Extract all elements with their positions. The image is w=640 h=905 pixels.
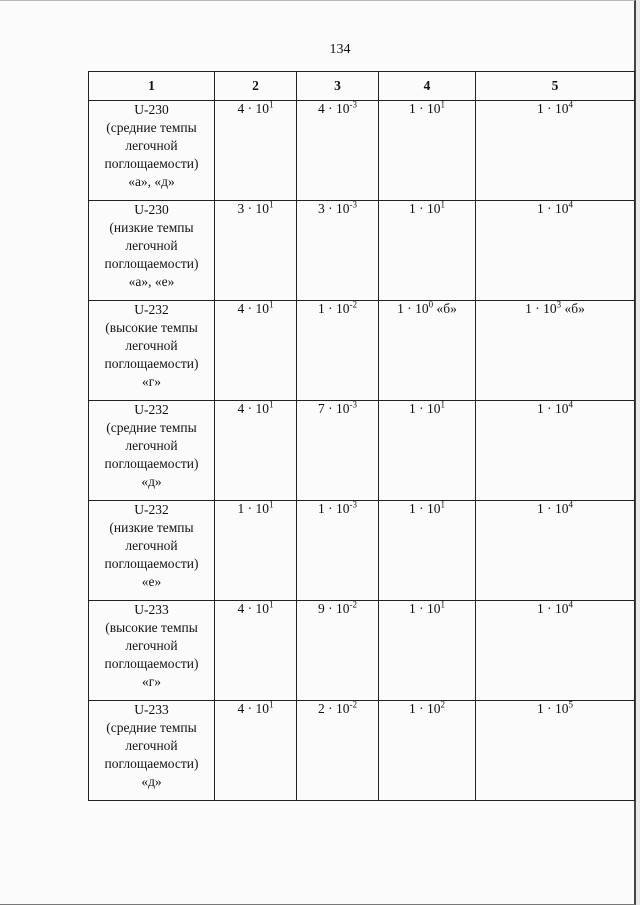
value-mantissa: 4 · 10: [237, 601, 269, 616]
value-exponent: 1: [269, 399, 274, 410]
value-mantissa: 1 · 10: [525, 301, 557, 316]
table-row: [89, 401, 635, 501]
value-cell-c2: [215, 401, 297, 501]
value-exponent: 4: [568, 199, 573, 210]
value-cell-c4: [379, 601, 476, 701]
isotope-description-line: поглощаемости): [104, 456, 199, 471]
value-cell-c2: [215, 701, 297, 801]
value-exponent: -3: [349, 499, 357, 510]
value-cell-c5: [476, 701, 635, 801]
isotope-description-line: поглощаемости): [104, 756, 199, 771]
value-exponent: 1: [440, 99, 445, 110]
value-exponent: 4: [568, 499, 573, 510]
isotope-description-line: (низкие темпы: [109, 220, 194, 235]
value-exponent: 2: [440, 699, 445, 710]
value-mantissa: 1 · 10: [409, 601, 441, 616]
value-exponent: 4: [568, 599, 573, 610]
value-cell-c3: [297, 101, 379, 201]
isotope-description-line: (низкие темпы: [109, 520, 194, 535]
isotope-description-line: легочной: [125, 238, 178, 253]
value-note: «б»: [561, 301, 585, 316]
value-mantissa: 1 · 10: [237, 501, 269, 516]
value-cell-c5: [476, 401, 635, 501]
value-cell-c3: [297, 201, 379, 301]
isotope-description-line: «а», «е»: [128, 274, 175, 289]
isotope-label: U-232: [134, 502, 169, 517]
value-cell-c3: [297, 301, 379, 401]
column-header: 4: [379, 72, 476, 101]
value-cell-c4: [379, 101, 476, 201]
value-exponent: 1: [440, 599, 445, 610]
isotope-cell: [89, 401, 215, 501]
value-cell-c2: [215, 101, 297, 201]
value-mantissa: 3 · 10: [318, 201, 350, 216]
value-exponent: 4: [568, 99, 573, 110]
value-cell-c5: [476, 301, 635, 401]
value-mantissa: 1 · 10: [537, 501, 569, 516]
isotope-cell: [89, 301, 215, 401]
isotope-label: U-233: [134, 602, 169, 617]
isotope-description-line: «г»: [141, 674, 162, 689]
value-mantissa: 1 · 10: [409, 501, 441, 516]
value-cell-c4: [379, 501, 476, 601]
value-mantissa: 1 · 10: [537, 601, 569, 616]
table-row: [89, 201, 635, 301]
value-cell-c2: [215, 501, 297, 601]
value-exponent: 1: [440, 499, 445, 510]
value-exponent: 4: [568, 399, 573, 410]
value-mantissa: 4 · 10: [237, 401, 269, 416]
table-row: [89, 701, 635, 801]
isotope-description-line: «а», «д»: [128, 174, 175, 189]
value-mantissa: 1 · 10: [318, 301, 350, 316]
isotope-description-line: легочной: [125, 738, 178, 753]
isotope-description-line: легочной: [125, 138, 178, 153]
isotope-description-line: поглощаемости): [104, 156, 199, 171]
value-exponent: 1: [440, 199, 445, 210]
value-cell-c4: [379, 701, 476, 801]
column-header: 3: [297, 72, 379, 101]
value-cell-c2: [215, 601, 297, 701]
value-mantissa: 1 · 10: [318, 501, 350, 516]
value-mantissa: 1 · 10: [537, 101, 569, 116]
value-cell-c4: [379, 301, 476, 401]
value-cell-c5: [476, 601, 635, 701]
isotope-label: U-232: [134, 402, 169, 417]
value-mantissa: 1 · 10: [537, 701, 569, 716]
value-exponent: -3: [349, 99, 357, 110]
isotope-cell: [89, 201, 215, 301]
value-cell-c2: [215, 201, 297, 301]
isotope-description-line: (средние темпы: [106, 120, 197, 135]
value-mantissa: 1 · 10: [409, 701, 441, 716]
column-header: 2: [215, 72, 297, 101]
isotope-label: U-232: [134, 302, 169, 317]
value-mantissa: 4 · 10: [237, 701, 269, 716]
value-mantissa: 9 · 10: [318, 601, 350, 616]
value-exponent: 1: [269, 299, 274, 310]
isotope-description-line: поглощаемости): [104, 256, 199, 271]
value-mantissa: 4 · 10: [237, 101, 269, 116]
value-mantissa: 1 · 10: [397, 301, 429, 316]
isotope-description-line: легочной: [125, 338, 178, 353]
value-exponent: -2: [349, 299, 357, 310]
isotope-cell: [89, 701, 215, 801]
column-header: 1: [89, 72, 215, 101]
value-exponent: 1: [269, 599, 274, 610]
value-mantissa: 1 · 10: [537, 201, 569, 216]
isotope-description-line: (средние темпы: [106, 420, 197, 435]
value-mantissa: 4 · 10: [237, 301, 269, 316]
isotope-description-line: поглощаемости): [104, 556, 199, 571]
value-cell-c2: [215, 301, 297, 401]
value-exponent: -3: [349, 399, 357, 410]
value-note: «б»: [433, 301, 457, 316]
table-row: [89, 501, 635, 601]
value-exponent: 1: [440, 399, 445, 410]
value-mantissa: 3 · 10: [237, 201, 269, 216]
value-exponent: 3: [556, 299, 562, 310]
isotope-label: U-230: [134, 102, 169, 117]
isotope-cell: [89, 501, 215, 601]
value-exponent: -3: [349, 199, 357, 210]
isotope-label: U-230: [134, 202, 169, 217]
isotope-description-line: «д»: [141, 774, 162, 789]
isotope-label: U-233: [134, 702, 169, 717]
table-row: [89, 301, 635, 401]
value-cell-c4: [379, 201, 476, 301]
isotope-description-line: «д»: [141, 474, 162, 489]
isotope-description-line: легочной: [125, 538, 178, 553]
isotope-description-line: (высокие темпы: [105, 320, 198, 335]
table-row: [89, 601, 635, 701]
header-row: [89, 72, 635, 101]
isotope-description-line: (высокие темпы: [105, 620, 198, 635]
value-exponent: 1: [269, 199, 274, 210]
value-exponent: 0: [428, 299, 434, 310]
value-exponent: 5: [568, 699, 573, 710]
table-row: [89, 101, 635, 201]
isotope-description-line: «е»: [141, 574, 162, 589]
value-mantissa: 2 · 10: [318, 701, 350, 716]
value-cell-c4: [379, 401, 476, 501]
value-cell-c3: [297, 401, 379, 501]
isotope-description-line: «г»: [141, 374, 162, 389]
value-mantissa: 4 · 10: [318, 101, 350, 116]
isotope-description-line: поглощаемости): [104, 656, 199, 671]
page-number: 134: [329, 42, 351, 57]
isotope-description-line: (средние темпы: [106, 720, 197, 735]
column-header: 5: [476, 72, 635, 101]
value-mantissa: 1 · 10: [537, 401, 569, 416]
isotope-description-line: поглощаемости): [104, 356, 199, 371]
value-cell-c3: [297, 501, 379, 601]
value-mantissa: 1 · 10: [409, 201, 441, 216]
value-cell-c3: [297, 701, 379, 801]
value-cell-c3: [297, 601, 379, 701]
value-mantissa: 1 · 10: [409, 401, 441, 416]
value-cell-c5: [476, 501, 635, 601]
value-mantissa: 7 · 10: [318, 401, 350, 416]
data-table: [88, 71, 635, 801]
isotope-description-line: легочной: [125, 638, 178, 653]
isotope-cell: [89, 101, 215, 201]
value-mantissa: 1 · 10: [409, 101, 441, 116]
value-cell-c5: [476, 101, 635, 201]
isotope-description-line: легочной: [125, 438, 178, 453]
isotope-cell: [89, 601, 215, 701]
value-exponent: -2: [349, 699, 357, 710]
value-exponent: -2: [349, 599, 357, 610]
value-cell-c5: [476, 201, 635, 301]
value-exponent: 1: [269, 699, 274, 710]
value-exponent: 1: [269, 499, 274, 510]
value-exponent: 1: [269, 99, 274, 110]
